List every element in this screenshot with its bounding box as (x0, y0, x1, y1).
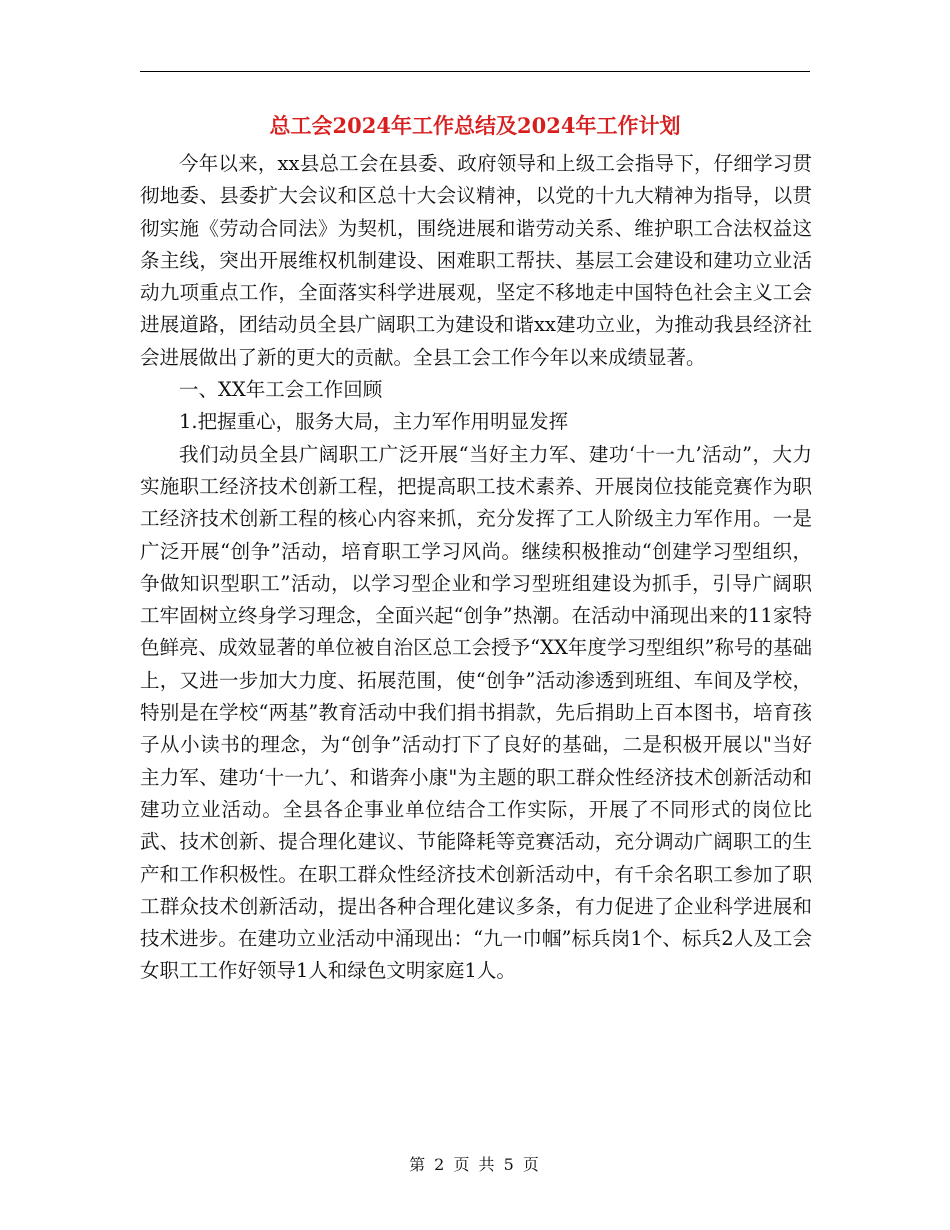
header-rule (140, 71, 810, 72)
intro-paragraph: 今年以来，xx县总工会在县委、政府领导和上级工会指导下，仔细学习贯彻地委、县委扩大会议和区总十大会议精神，以党的十九大精神为指导，以贯彻实施《劳动合同法》为契机，围绕进展和谐劳动关系、维护职工合法权益这条主线，突出开展维权机制建设、困难职工帮扶、基层工会建设和建功立业活动九项重点工作，全面落实科学进展观，坚定不移地走中国特色社会主义工会进展道路，团结动员全县广阔职工为建设和谐xx建功立业，为推动我县经济社会进展做出了新的更大的贡献。全县工会工作今年以来成绩显著。 (140, 152, 812, 369)
body-paragraph: 我们动员全县广阔职工广泛开展“当好主力军、建功‘十一九’活动”，大力实施职工经济技术创新工程，把提高职工技术素养、开展岗位技能竞赛作为职工经济技术创新工程的核心内容来抓，充分发挥了工人阶级主力军作用。一是广泛开展“创争”活动，培育职工学习风尚。继续积极推动“创建学习型组织，争做知识型职工”活动，以学习型企业和学习型班组建设为抓手，引导广阔职工牢固树立终身学习理念，全面兴起“创争”热潮。在活动中涌现出来的11家特色鲜亮、成效显著的单位被自治区总工会授予“XX年度学习型组织”称号的基础上，又进一步加大力度、拓展范围，使“创争”活动渗透到班组、车间及学校，特别是在学校“两基”教育活动中我们捐书捐款，先后捐助上百本图书，培育孩子从小读书的理念，为“创争”活动打下了良好的基础，二是积极开展以"当好主力军、建功‘十一九’、和谐奔小康"为主题的职工群众性经济技术创新活动和建功立业活动。全县各企事业单位结合工作实际，开展了不同形式的岗位比武、技术创新、提合理化建议、节能降耗等竞赛活动，充分调动广阔职工的生产和工作积极性。在职工群众性经济技术创新活动中，有千余名职工参加了职工群众技术创新活动，提出各种合理化建议多条，有力促进了企业科学进展和技术进步。在建功立业活动中涌现出：“九一巾帼”标兵岗1个、标兵2人及工会女职工工作好领导1人和绿色文明家庭1人。 (140, 442, 812, 983)
section-heading: 一、XX年工会工作回顾 (179, 378, 383, 402)
document-title: 总工会2024年工作总结及2024年工作计划 (269, 113, 681, 138)
document-body (140, 148, 812, 988)
subsection-heading: 1.把握重心，服务大局，主力军作用明显发挥 (179, 410, 569, 434)
page-number: 第 2 页 共 5 页 (409, 1155, 541, 1174)
